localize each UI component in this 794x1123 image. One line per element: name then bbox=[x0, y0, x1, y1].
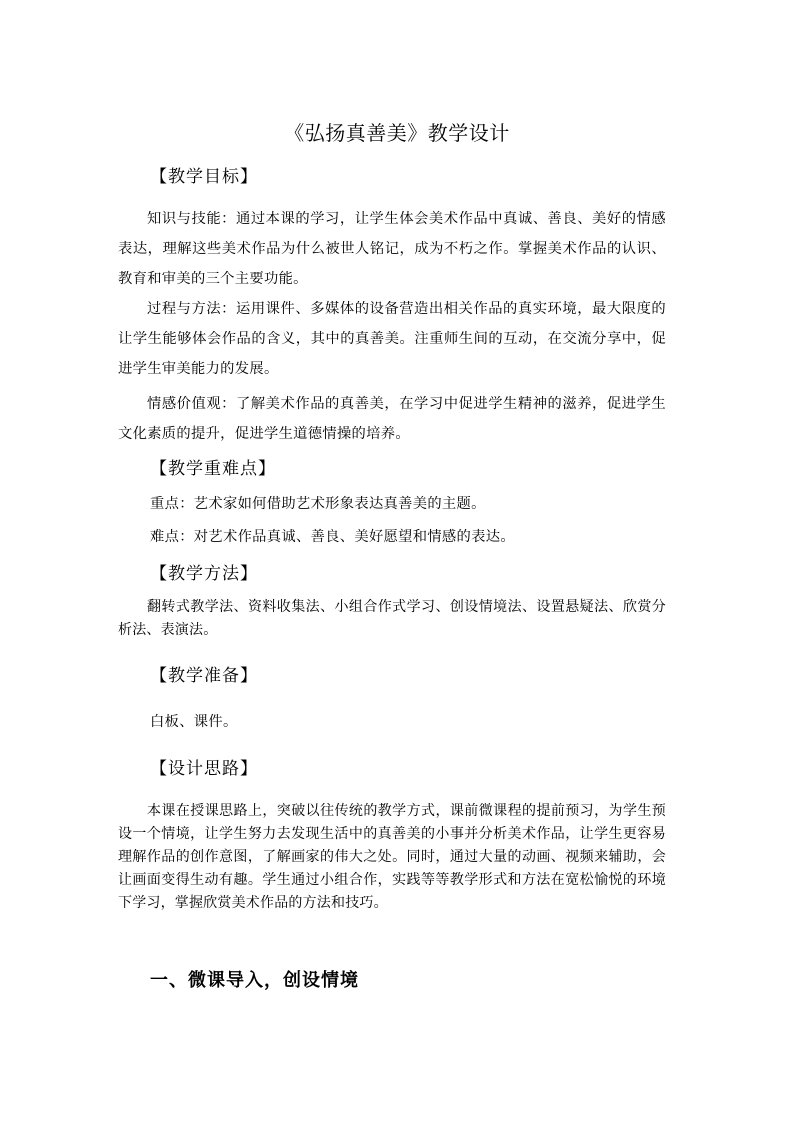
key-points-heading: 【教学重难点】 bbox=[150, 459, 276, 479]
preparation-heading: 【教学准备】 bbox=[150, 666, 258, 686]
design-heading: 【设计思路】 bbox=[150, 759, 258, 779]
objectives-heading: 【教学目标】 bbox=[150, 167, 258, 187]
section-one-heading: 一、微课导入，创设情境 bbox=[150, 970, 359, 991]
objectives-emotion-paragraph: 情感价值观：了解美术作品的真善美，在学习中促进学生精神的滋养，促进学生文化素质的提升，促进学生道德情操的培养。 bbox=[118, 396, 666, 442]
difficult-point-text: 难点：对艺术作品真诚、善良、美好愿望和情感的表达。 bbox=[150, 529, 515, 545]
methods-heading: 【教学方法】 bbox=[150, 564, 258, 584]
design-paragraph: 本课在授课思路上，突破以往传统的教学方式，课前微课程的提前预习，为学生预设一个情境，让学生努力去发现生活中的真善美的小事并分析美术作品，让学生更容易理解作品的创作意图，了解画家的伟大之处。同时，通过大量的动画、视频来辅助，会让画面变得生动有趣。学生通过小组合作，实践等等教学形式和方法在宽松愉悦的环境下学习，掌握欣赏美术作品的方法和技巧。 bbox=[118, 803, 666, 911]
preparation-text: 白板、课件。 bbox=[150, 714, 238, 730]
objectives-knowledge-paragraph: 知识与技能：通过本课的学习，让学生体会美术作品中真诚、善良、美好的情感表达，理解这些美术作品为什么被世人铭记，成为不朽之作。掌握美术作品的认识、教育和审美的三个主要功能。 bbox=[118, 211, 666, 287]
methods-paragraph: 翻转式教学法、资料收集法、小组合作式学习、创设情境法、设置悬疑法、欣赏分析法、表演法。 bbox=[118, 599, 666, 638]
objectives-process-paragraph: 过程与方法：运用课件、多媒体的设备营造出相关作品的真实环境，最大限度的让学生能够体会作品的含义，其中的真善美。注重师生间的互动，在交流分享中，促进学生审美能力的发展。 bbox=[118, 301, 666, 377]
key-point-text: 重点：艺术家如何借助艺术形象表达真善美的主题。 bbox=[150, 496, 486, 512]
document-title: 《弘扬真善美》教学设计 bbox=[284, 121, 510, 145]
